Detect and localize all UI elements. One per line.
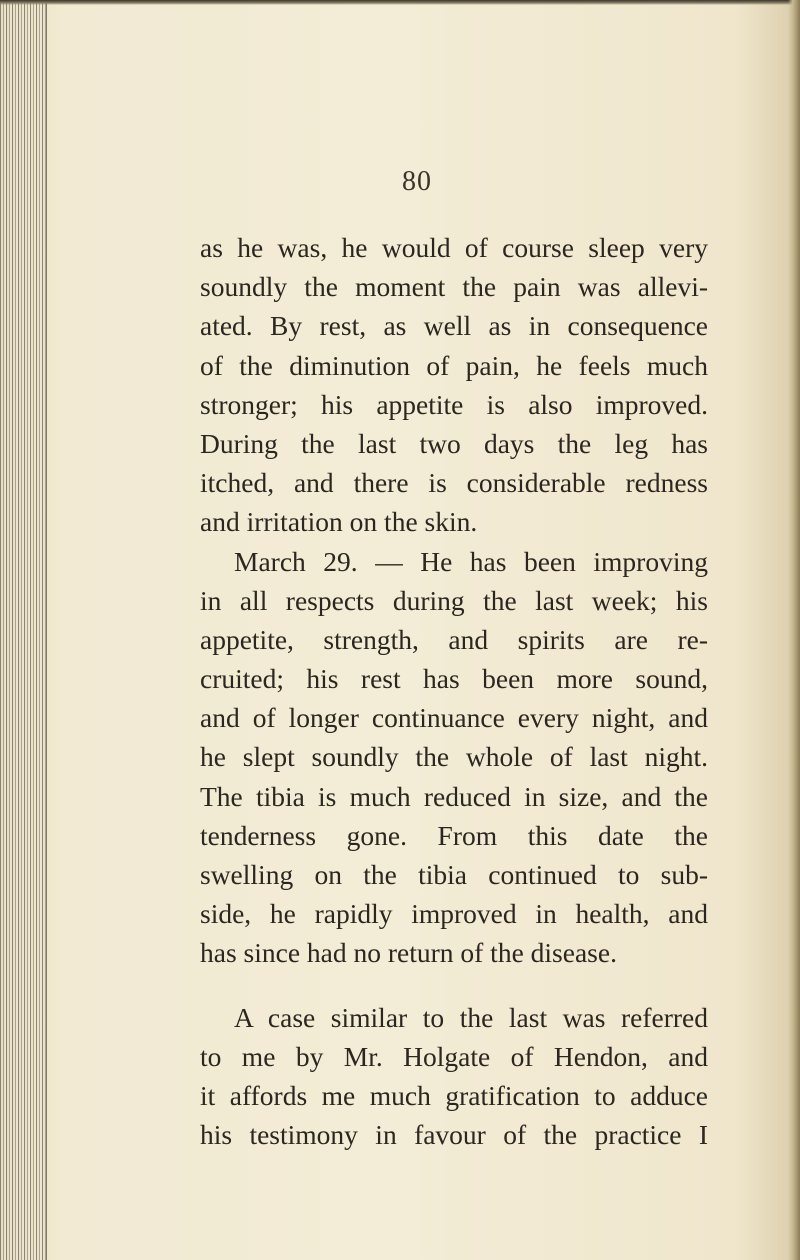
text-line: stronger; his appetite is also improved. <box>200 388 708 420</box>
text-line: of the diminution of pain, he feels much <box>200 349 708 381</box>
text-line: he slept soundly the whole of last night. <box>200 741 708 773</box>
text-line: it affords me much gratification to adduce <box>200 1079 708 1111</box>
text-line: and irritation on the skin. <box>200 506 478 538</box>
text-line: and of longer continuance every night, and <box>200 702 708 734</box>
text-line: ated. By rest, as well as in consequence <box>200 310 708 342</box>
text-line: itched, and there is considerable redness <box>200 467 708 499</box>
page-number: 80 <box>402 166 432 197</box>
text-line: his testimony in favour of the practice I <box>200 1119 708 1151</box>
body-text <box>200 228 708 1154</box>
text-line: March 29. — He has been improving <box>234 545 708 577</box>
text-line: During the last two days the leg has <box>200 427 708 459</box>
text-line: swelling on the tibia continued to sub- <box>200 859 708 890</box>
text-line: appetite, strength, and spirits are re- <box>200 623 708 655</box>
text-line: side, he rapidly improved in health, and <box>200 898 708 930</box>
paragraph-gap <box>200 973 708 998</box>
text-line: to me by Mr. Holgate of Hendon, and <box>200 1040 708 1072</box>
book-binding-edge <box>0 0 47 1260</box>
text-line: tenderness gone. From this date the <box>200 819 708 851</box>
page-top-edge <box>0 0 800 5</box>
text-line: A case similar to the last was referred <box>234 1001 708 1033</box>
text-line: as he was, he would of course sleep very <box>200 232 708 263</box>
text-line: in all respects during the last week; his <box>200 584 708 616</box>
text-line: soundly the moment the pain was allevi- <box>200 271 708 303</box>
text-line: cruited; his rest has been more sound, <box>200 663 708 695</box>
text-line: The tibia is much reduced in size, and the <box>200 780 708 812</box>
page-right-edge <box>788 0 800 1260</box>
text-line: has since had no return of the disease. <box>200 937 617 969</box>
